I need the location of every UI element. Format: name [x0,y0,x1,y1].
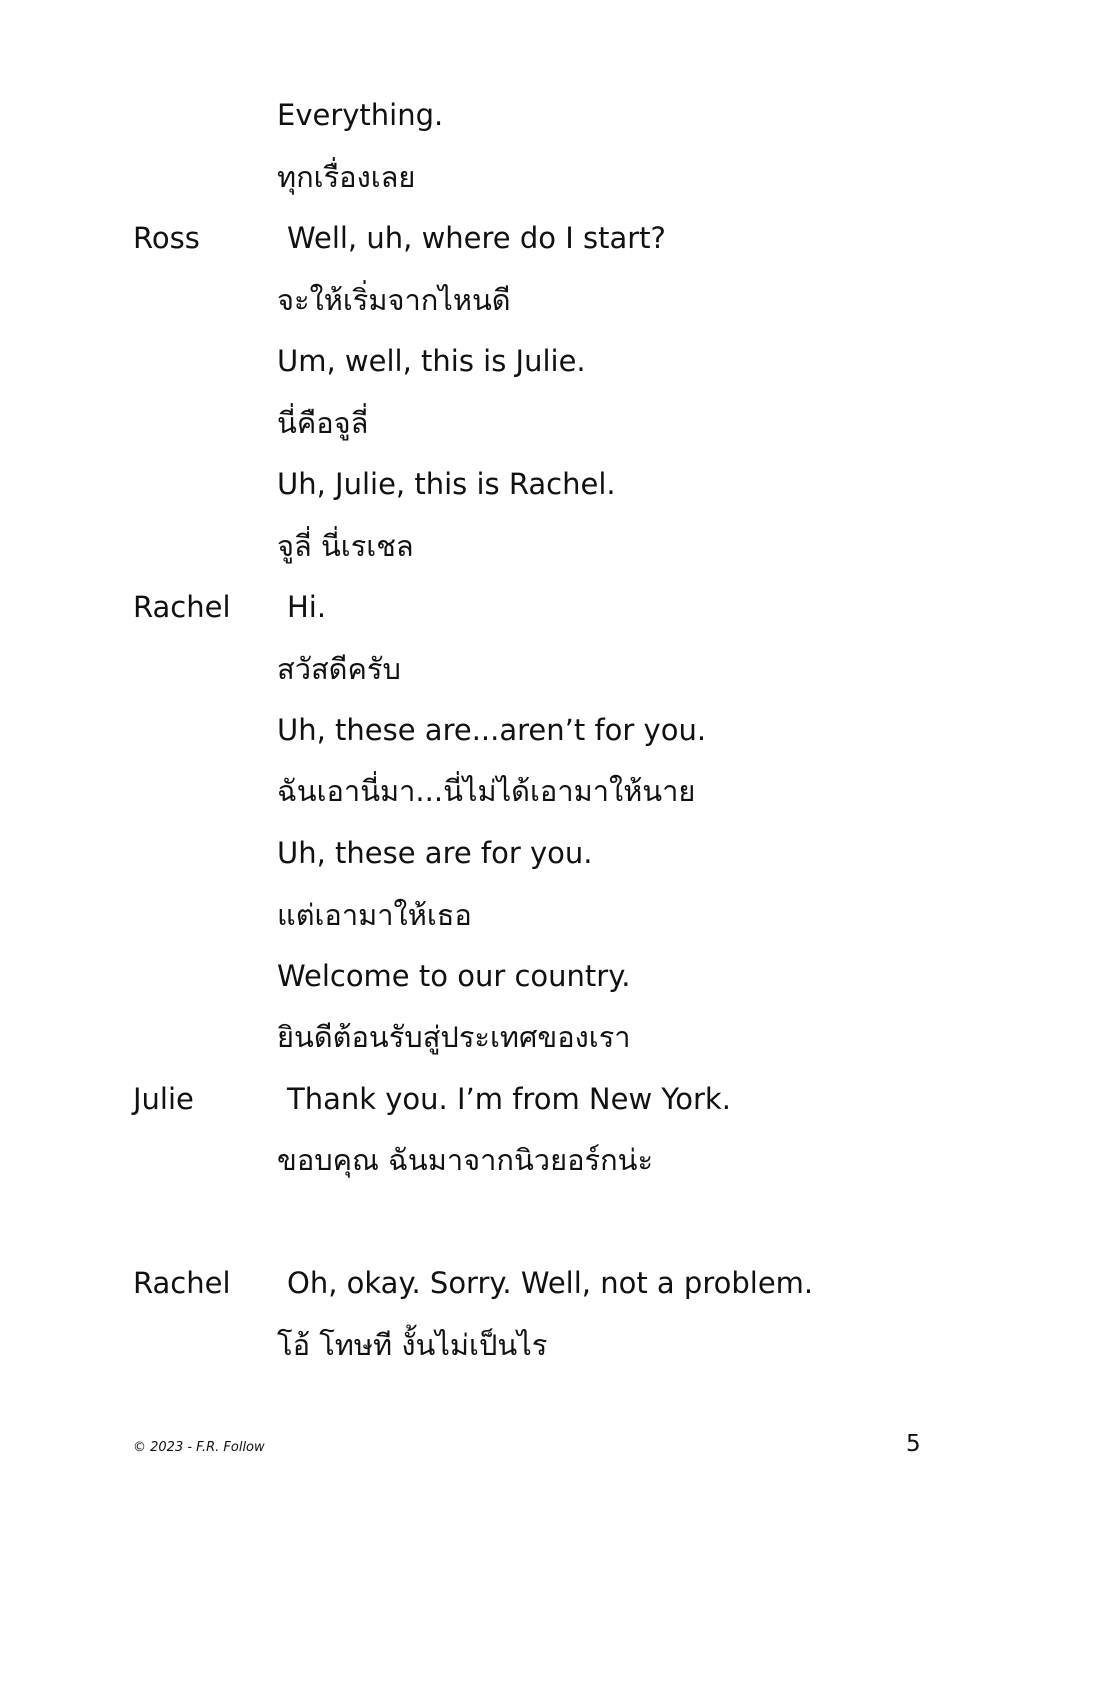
english-line: Uh, these are...aren’t for you. [277,713,707,747]
thai-line: ทุกเรื่องเลย [277,160,416,194]
english-line: Thank you. I’m from New York. [287,1082,731,1116]
english-line: Oh, okay. Sorry. Well, not a problem. [287,1266,814,1300]
thai-line: โอ้ โทษที งั้นไม่เป็นไร [277,1328,548,1362]
english-line: Welcome to our country. [277,959,631,993]
copyright-notice: © 2023 - F.R. Follow [133,1440,265,1455]
speaker-name: Ross [133,221,200,255]
english-line: Uh, these are for you. [277,836,593,870]
english-line: Um, well, this is Julie. [277,344,586,378]
thai-line: จะให้เริ่มจากไหนดี [277,283,511,317]
thai-line: จูลี่ นี่เรเชล [277,529,414,563]
speaker-name: Rachel [133,1266,231,1300]
page-number: 5 [906,1431,921,1457]
english-line: Everything. [277,98,444,132]
speaker-name: Julie [133,1082,194,1116]
thai-line: สวัสดีครับ [277,652,401,686]
thai-line: แต่เอามาให้เธอ [277,898,472,932]
thai-line: นี่คือจูลี่ [277,406,369,440]
thai-line: ขอบคุณ ฉันมาจากนิวยอร์กน่ะ [277,1143,654,1177]
english-line: Uh, Julie, this is Rachel. [277,467,616,501]
english-line: Well, uh, where do I start? [287,221,666,255]
english-line: Hi. [287,590,327,624]
thai-line: ยินดีต้อนรับสู่ประเทศของเรา [277,1020,631,1054]
thai-line: ฉันเอานี่มา...นี่ไม่ได้เอามาให้นาย [277,774,696,808]
speaker-name: Rachel [133,590,231,624]
